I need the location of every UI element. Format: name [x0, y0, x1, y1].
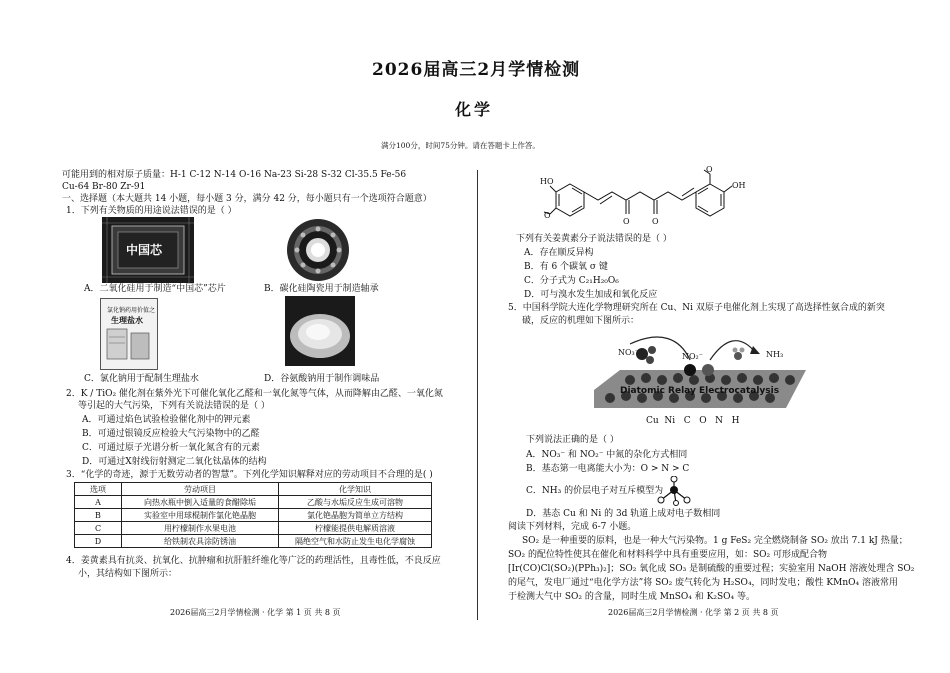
q4-option-c: C．分子式为 C₂₁H₂₀O₆: [524, 276, 619, 286]
surface-label: Diatomic Relay Electrocatalysis: [620, 386, 780, 396]
svg-text:O: O: [652, 217, 659, 226]
table-cell: A: [75, 496, 122, 509]
q4-sub-stem: 下列有关姜黄素分子说法错误的是（ ）: [516, 234, 672, 244]
reading-line5: 于检测大气中 SO₂ 的含量，同时生成 MnSO₄ 和 K₂SO₄ 等。: [508, 592, 755, 602]
catalyst-graphic: [590, 330, 810, 430]
table-row: [75, 496, 432, 509]
bearing-image: [282, 217, 354, 283]
q1-stem: 1．下列有关物质的用途说法错误的是（ ）: [66, 206, 237, 216]
q5-stem-line2: 破，反应的机理如下图所示：: [522, 316, 640, 326]
footer-page2: 2026届高三2月学情检测 · 化学 第 2 页 共 8 页: [608, 608, 779, 617]
exam-instructions: 满分100分，时间75分钟。请在答题卡上作答。: [381, 141, 540, 150]
table-cell: 向热水瓶中倒入适量的食醋除垢: [122, 496, 279, 509]
q2-option-d: D．可通过X射线衍射测定二氧化钛晶体的结构: [82, 457, 267, 467]
svg-text:HO: HO: [540, 177, 554, 186]
no2-label: NO₂⁻: [682, 352, 703, 361]
curcumin-structure: [540, 166, 760, 234]
table-cell: B: [75, 509, 122, 522]
chip-label: 中国芯: [126, 243, 163, 257]
q2-option-c: C．可通过原子光谱分析一氧化氮含有的元素: [82, 443, 260, 453]
q2-option-a: A．可通过焰色试验检验催化剂中的钾元素: [82, 415, 251, 425]
table-cell: 用柠檬制作水果电池: [122, 522, 279, 535]
q5-option-b: B．基态第一电离能大小为：O > N > C: [526, 464, 690, 474]
table-cell: D: [75, 535, 122, 548]
msg-crystals-image: [285, 296, 355, 366]
page-title: 2026届高三2月学情检测: [372, 60, 581, 80]
footer-page1: 2026届高三2月学情检测 · 化学 第 1 页 共 8 页: [170, 608, 341, 617]
svg-text:OH: OH: [732, 181, 746, 190]
q3-header-option: 选项: [75, 483, 122, 496]
table-row: [75, 509, 432, 522]
chip-image: [102, 217, 194, 283]
q5-stem-line1: 5．中国科学院大连化学物理研究所在 Cu、Ni 双原子电催化剂上实现了高选择性氨合成的新突: [508, 303, 885, 313]
svg-text:O: O: [623, 217, 630, 226]
reading-line3: [Ir(CO)Cl(SO₂)(PPh₃)₂]；SO₂ 氧化成 SO₃ 是制硫酸的重要过程；实验室用 NaOH 溶液处理含 SO₂: [508, 564, 915, 574]
svg-text:O: O: [706, 166, 713, 174]
table-cell: 柠檬能提供电解质溶液: [279, 522, 432, 535]
table-row: [75, 535, 432, 548]
saline-box-subtitle: 生理盐水: [111, 315, 143, 325]
q2-stem-line1: 2．K / TiO₂ 催化剂在紫外光下可催化氧化乙醛和一氧化氮等气体，从而降解由乙醛、一氧化氮: [66, 389, 443, 399]
q4-option-b: B．有 6 个碳氧 σ 键: [524, 262, 608, 272]
q5-option-d: D．基态 Cu 和 Ni 的 3d 轨道上成对电子数相同: [526, 509, 721, 519]
table-row: [75, 522, 432, 535]
atomic-masses-line2: Cu-64 Br-80 Zr-91: [62, 182, 146, 192]
q3-header-knowledge: 化学知识: [279, 483, 432, 496]
reading-intro: 阅读下列材料，完成 6-7 小题。: [508, 522, 637, 532]
q5-sub-stem: 下列说法正确的是（ ）: [526, 435, 619, 445]
saline-bottle-graphic: [101, 299, 157, 369]
table-cell: 氯化铯晶胞为简单立方结构: [279, 509, 432, 522]
catalyst-mechanism-diagram: [590, 330, 810, 430]
table-cell: 乙酸与水垢反应生成可溶物: [279, 496, 432, 509]
q3-table-header: [75, 483, 432, 496]
reading-line2: SO₂ 的配位特性使其在催化和材料科学中具有重要应用，如：SO₂ 可形成配合物: [508, 550, 828, 560]
q1-option-a: A．二氧化硅用于制造“中国芯”芯片: [84, 284, 226, 294]
nh3-label: NH₃: [766, 350, 784, 359]
element-legend: Cu Ni C O N H: [646, 416, 740, 426]
q5-option-c: C．NH₃ 的价层电子对互斥模型为: [526, 486, 664, 496]
q2-stem-line2: 等引起的大气污染，下列有关说法错误的是（ ）: [78, 401, 270, 411]
svg-text:O: O: [544, 211, 551, 220]
q3-table: [74, 482, 432, 548]
table-cell: 隔绝空气和水防止发生电化学腐蚀: [279, 535, 432, 548]
q1-option-d: D．谷氨酸钠用于制作调味品: [264, 374, 380, 384]
table-cell: C: [75, 522, 122, 535]
saline-box-image: [100, 298, 158, 370]
subject-title: 化学: [455, 100, 494, 119]
q3-header-task: 劳动项目: [122, 483, 279, 496]
reading-line4: 的尾气，发电厂通过“电化学方法”将 SO₂ 废气转化为 H₂SO₄，同时发电；酸性 KMnO₄ 溶液常用: [508, 578, 898, 588]
q4-stem-line2: 小，其结构如下图所示：: [78, 569, 178, 579]
q1-option-b: B．碳化硅陶瓷用于制造轴承: [264, 284, 379, 294]
reading-line1: SO₂ 是一种重要的原料，也是一种大气污染物。1 g FeS₂ 完全燃烧制备 SO₂ 放出 7.1 kJ 热量；: [522, 536, 908, 546]
q1-option-c: C．氯化钠用于配制生理盐水: [84, 374, 199, 384]
saline-box-title: 氯化钠药用价值之: [107, 307, 156, 314]
column-divider: [477, 170, 478, 620]
q3-stem: 3．“化学的奇迹，源于无数劳动者的智慧”。下列化学知识解释对应的劳动项目不合理的是( ): [66, 470, 433, 480]
q5-option-a: A．NO₃⁻ 和 NO₂⁻ 中氮的杂化方式相同: [526, 450, 688, 460]
q2-option-b: B．可通过银镜反应检验大气污染物中的乙醛: [82, 429, 260, 439]
q4-option-d: D．可与溴水发生加成和氧化反应: [524, 290, 658, 300]
atomic-masses-line1: 可能用到的相对原子质量：H-1 C-12 N-14 O-16 Na-23 Si-28 S-32 Cl-35.5 Fe-56: [62, 170, 407, 180]
crystals-graphic: [285, 296, 355, 366]
no3-label: NO₃⁻: [618, 348, 639, 357]
section-heading: 一、选择题（本大题共 14 小题，每小题 3 分，满分 42 分，每小题只有一个选项符合题意）: [62, 194, 432, 204]
bearing-graphic: [282, 217, 354, 283]
q4-stem-line1: 4．姜黄素具有抗炎、抗氧化、抗肿瘤和抗肝脏纤维化等广泛的药理活性，且毒性低，不良反应: [66, 556, 441, 566]
table-cell: 实验室中用球棍制作氯化铯晶胞: [122, 509, 279, 522]
table-cell: 给铁制农具涂防锈油: [122, 535, 279, 548]
vsepr-tetrahedral-model: [654, 476, 694, 506]
q4-option-a: A．存在顺反异构: [524, 248, 594, 258]
